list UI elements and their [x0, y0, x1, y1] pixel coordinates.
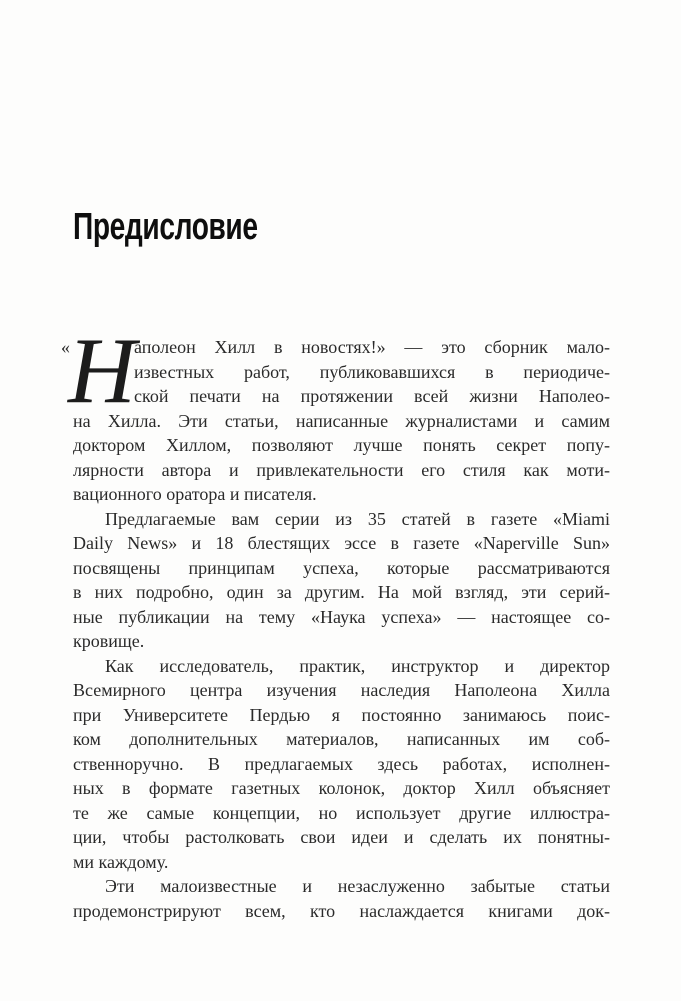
text-line: Эти малоизвестные и незаслуженно забытые статьи [105, 876, 610, 896]
text-line: известных работ, публиковавшихся в периодиче- [134, 361, 610, 382]
open-quote: « [61, 337, 70, 357]
text-line: Daily News» и 18 блестящих эссе в газете «Naperville Sun» [73, 533, 610, 553]
paragraph-3 [73, 654, 610, 875]
paragraph-1 [61, 319, 610, 507]
text-line: те же самые концепции, но использует другие иллюстра- [73, 802, 610, 823]
text-block [61, 319, 610, 923]
text-line: ской печати на протяжении всей жизни Наполео- [134, 386, 610, 406]
text-line: ции, чтобы растолковать свои идеи и сделать их понятны- [73, 827, 610, 847]
text-line: на Хилла. Эти статьи, написанные журналистами и самим [73, 410, 610, 431]
text-line: ные публикации на тему «Наука успеха» — настоящее со- [73, 606, 610, 627]
text-line: посвящены принципам успеха, которые рассматриваются [73, 557, 610, 578]
text-line: в них подробно, один за другим. На мой взгляд, эти серий- [73, 582, 610, 602]
text-line: Как исследователь, практик, инструктор и директор [105, 655, 610, 676]
drop-cap: Н [68, 319, 136, 423]
text-line: Предлагаемые вам серии из 35 статей в газете «Miami [105, 508, 610, 529]
page-title-text: Предисловие [73, 206, 258, 248]
text-line: Всемирного центра изучения наследия Наполеона Хилла [73, 680, 610, 700]
text-line: кровище. [73, 631, 145, 651]
text-line: вационного оратора и писателя. [73, 484, 317, 504]
paragraph-4 [73, 874, 610, 923]
paragraph-2 [73, 507, 610, 654]
text-line: лярности автора и привлекательности его стиля как моти- [73, 459, 610, 480]
text-line: продемонстрируют всем, кто наслаждается книгами док- [73, 900, 610, 921]
text-line: ком дополнительных материалов, написанных им соб- [73, 729, 610, 749]
text-line: ственноручно. В предлагаемых здесь работах, исполнен- [73, 753, 610, 774]
page-title [73, 206, 258, 248]
text-line: аполеон Хилл в новостях!» — это сборник мало- [134, 337, 610, 357]
text-line: ми каждому. [73, 851, 169, 872]
text-line: ных в формате газетных колонок, доктор Хилл объясняет [73, 778, 610, 798]
text-line: при Университете Пердью я постоянно занимаюсь поис- [73, 704, 610, 725]
text-line: доктором Хиллом, позволяют лучше понять секрет попу- [73, 435, 610, 455]
